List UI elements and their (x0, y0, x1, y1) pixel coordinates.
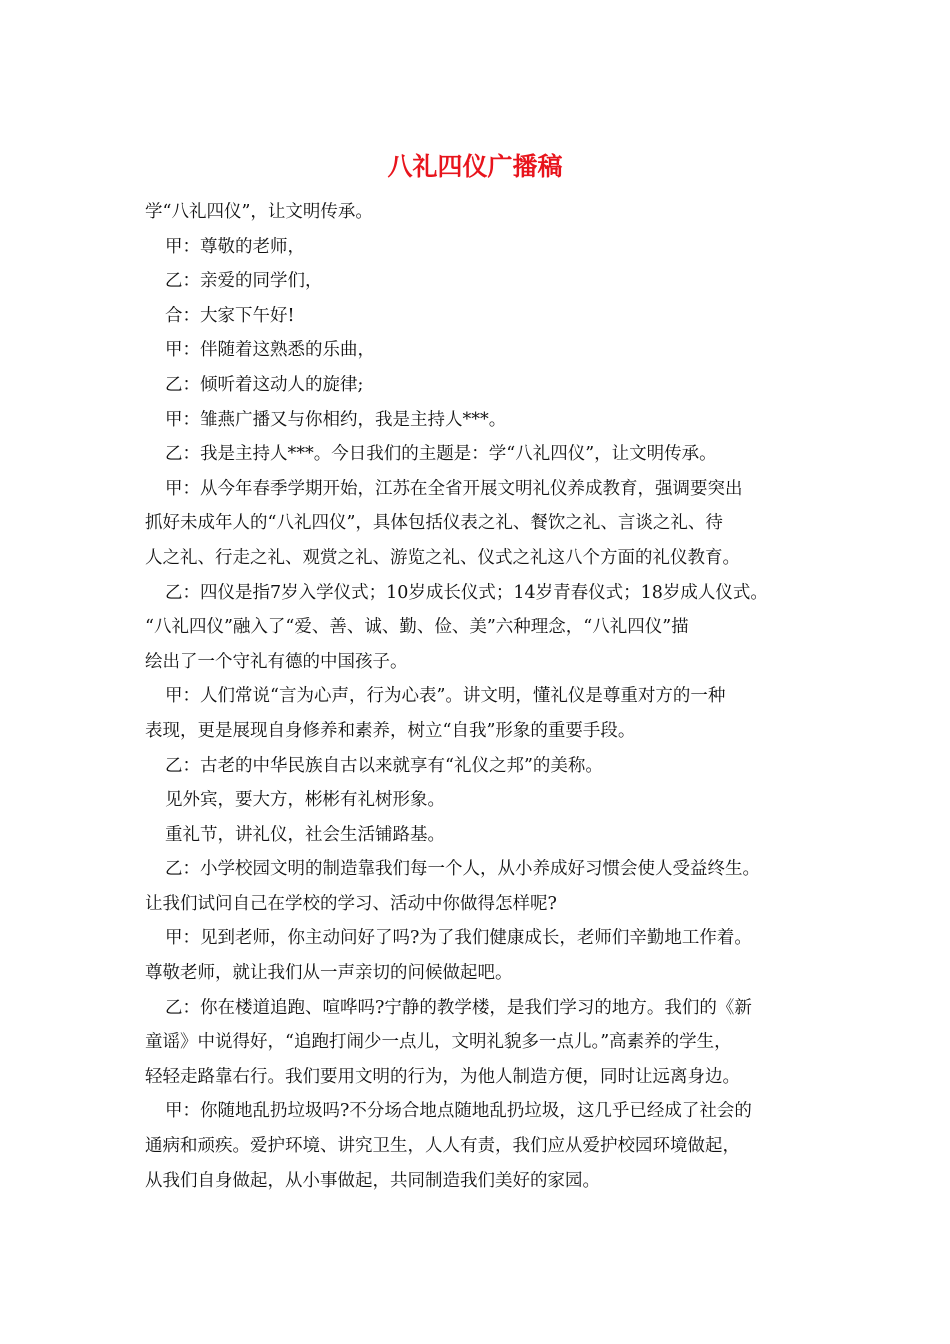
text-line: 学“八礼四仪”，让文明传承。 (145, 202, 373, 222)
text-line: 让我们试问自己在学校的学习、活动中你做得怎样呢? (145, 893, 557, 914)
text-line: 甲：从今年春季学期开始，江苏在全省开展文明礼仪养成教育，强调要突出 (165, 478, 743, 499)
document-title: 八礼四仪广播稿 (387, 152, 563, 181)
document-body (145, 195, 821, 1198)
text-line: 甲：雏燕广播又与你相约，我是主持人***。 (165, 409, 507, 430)
text-line: 童谣》中说得好，“追跑打闹少一点儿，文明礼貌多一点儿。”高素养的学生， (145, 1032, 732, 1053)
text-line: 表现，更是展现自身修养和素养，树立“自我”形象的重要手段。 (145, 720, 636, 741)
text-line: 轻轻走路靠右行。我们要用文明的行为，为他人制造方便，同时让远离身边。 (145, 1066, 740, 1087)
text-line: 通病和顽疾。爱护环境、讲究卫生，人人有责，我们应从爱护校园环境做起， (145, 1136, 740, 1157)
text-line: 乙：亲爱的同学们， (165, 271, 323, 292)
text-line: 甲：你随地乱扔垃圾吗?不分场合地点随地乱扔垃圾，这几乎已经成了社会的 (165, 1101, 752, 1122)
text-line: 甲：尊敬的老师， (165, 236, 305, 257)
text-line: 绘出了一个守礼有德的中国孩子。 (145, 651, 408, 672)
text-line: 抓好未成年人的“八礼四仪”，具体包括仪表之礼、餐饮之礼、言谈之礼、待 (145, 513, 723, 534)
text-line: 尊敬老师，就让我们从一声亲切的问候做起吧。 (145, 963, 513, 984)
text-line: 见外宾，要大方，彬彬有礼树形象。 (165, 790, 445, 811)
text-line: 乙：你在楼道追跑、喧哗吗?宁静的教学楼，是我们学习的地方。我们的《新 (165, 997, 752, 1018)
text-line: 人之礼、行走之礼、观赏之礼、游览之礼、仪式之礼这八个方面的礼仪教育。 (145, 547, 740, 568)
text-line: 甲：见到老师，你主动问好了吗?为了我们健康成长，老师们辛勤地工作着。 (165, 928, 752, 949)
text-line: 乙：古老的中华民族自古以来就享有“礼仪之邦”的美称。 (165, 755, 603, 776)
text-line: 甲：人们常说“言为心声，行为心表”。讲文明，懂礼仪是尊重对方的一种 (165, 686, 726, 707)
text-line: 乙：四仪是指7岁入学仪式；10岁成长仪式；14岁青春仪式；18岁成人仪式。 (165, 582, 768, 603)
text-line: 乙：我是主持人***。今日我们的主题是：学“八礼四仪”，让文明传承。 (165, 444, 717, 465)
text-line: 甲：伴随着这熟悉的乐曲， (165, 340, 375, 361)
text-line: 乙：倾听着这动人的旋律; (165, 374, 364, 395)
text-line: 合：大家下午好! (165, 305, 295, 326)
text-line: 从我们自身做起，从小事做起，共同制造我们美好的家园。 (145, 1170, 600, 1191)
text-line: 乙：小学校园文明的制造靠我们每一个人，从小养成好习惯会使人受益终生。 (165, 859, 760, 880)
text-line: “八礼四仪”融入了“爱、善、诚、勤、俭、美”六种理念，“八礼四仪”描 (145, 617, 689, 638)
text-line: 重礼节，讲礼仪，社会生活铺路基。 (165, 824, 445, 845)
